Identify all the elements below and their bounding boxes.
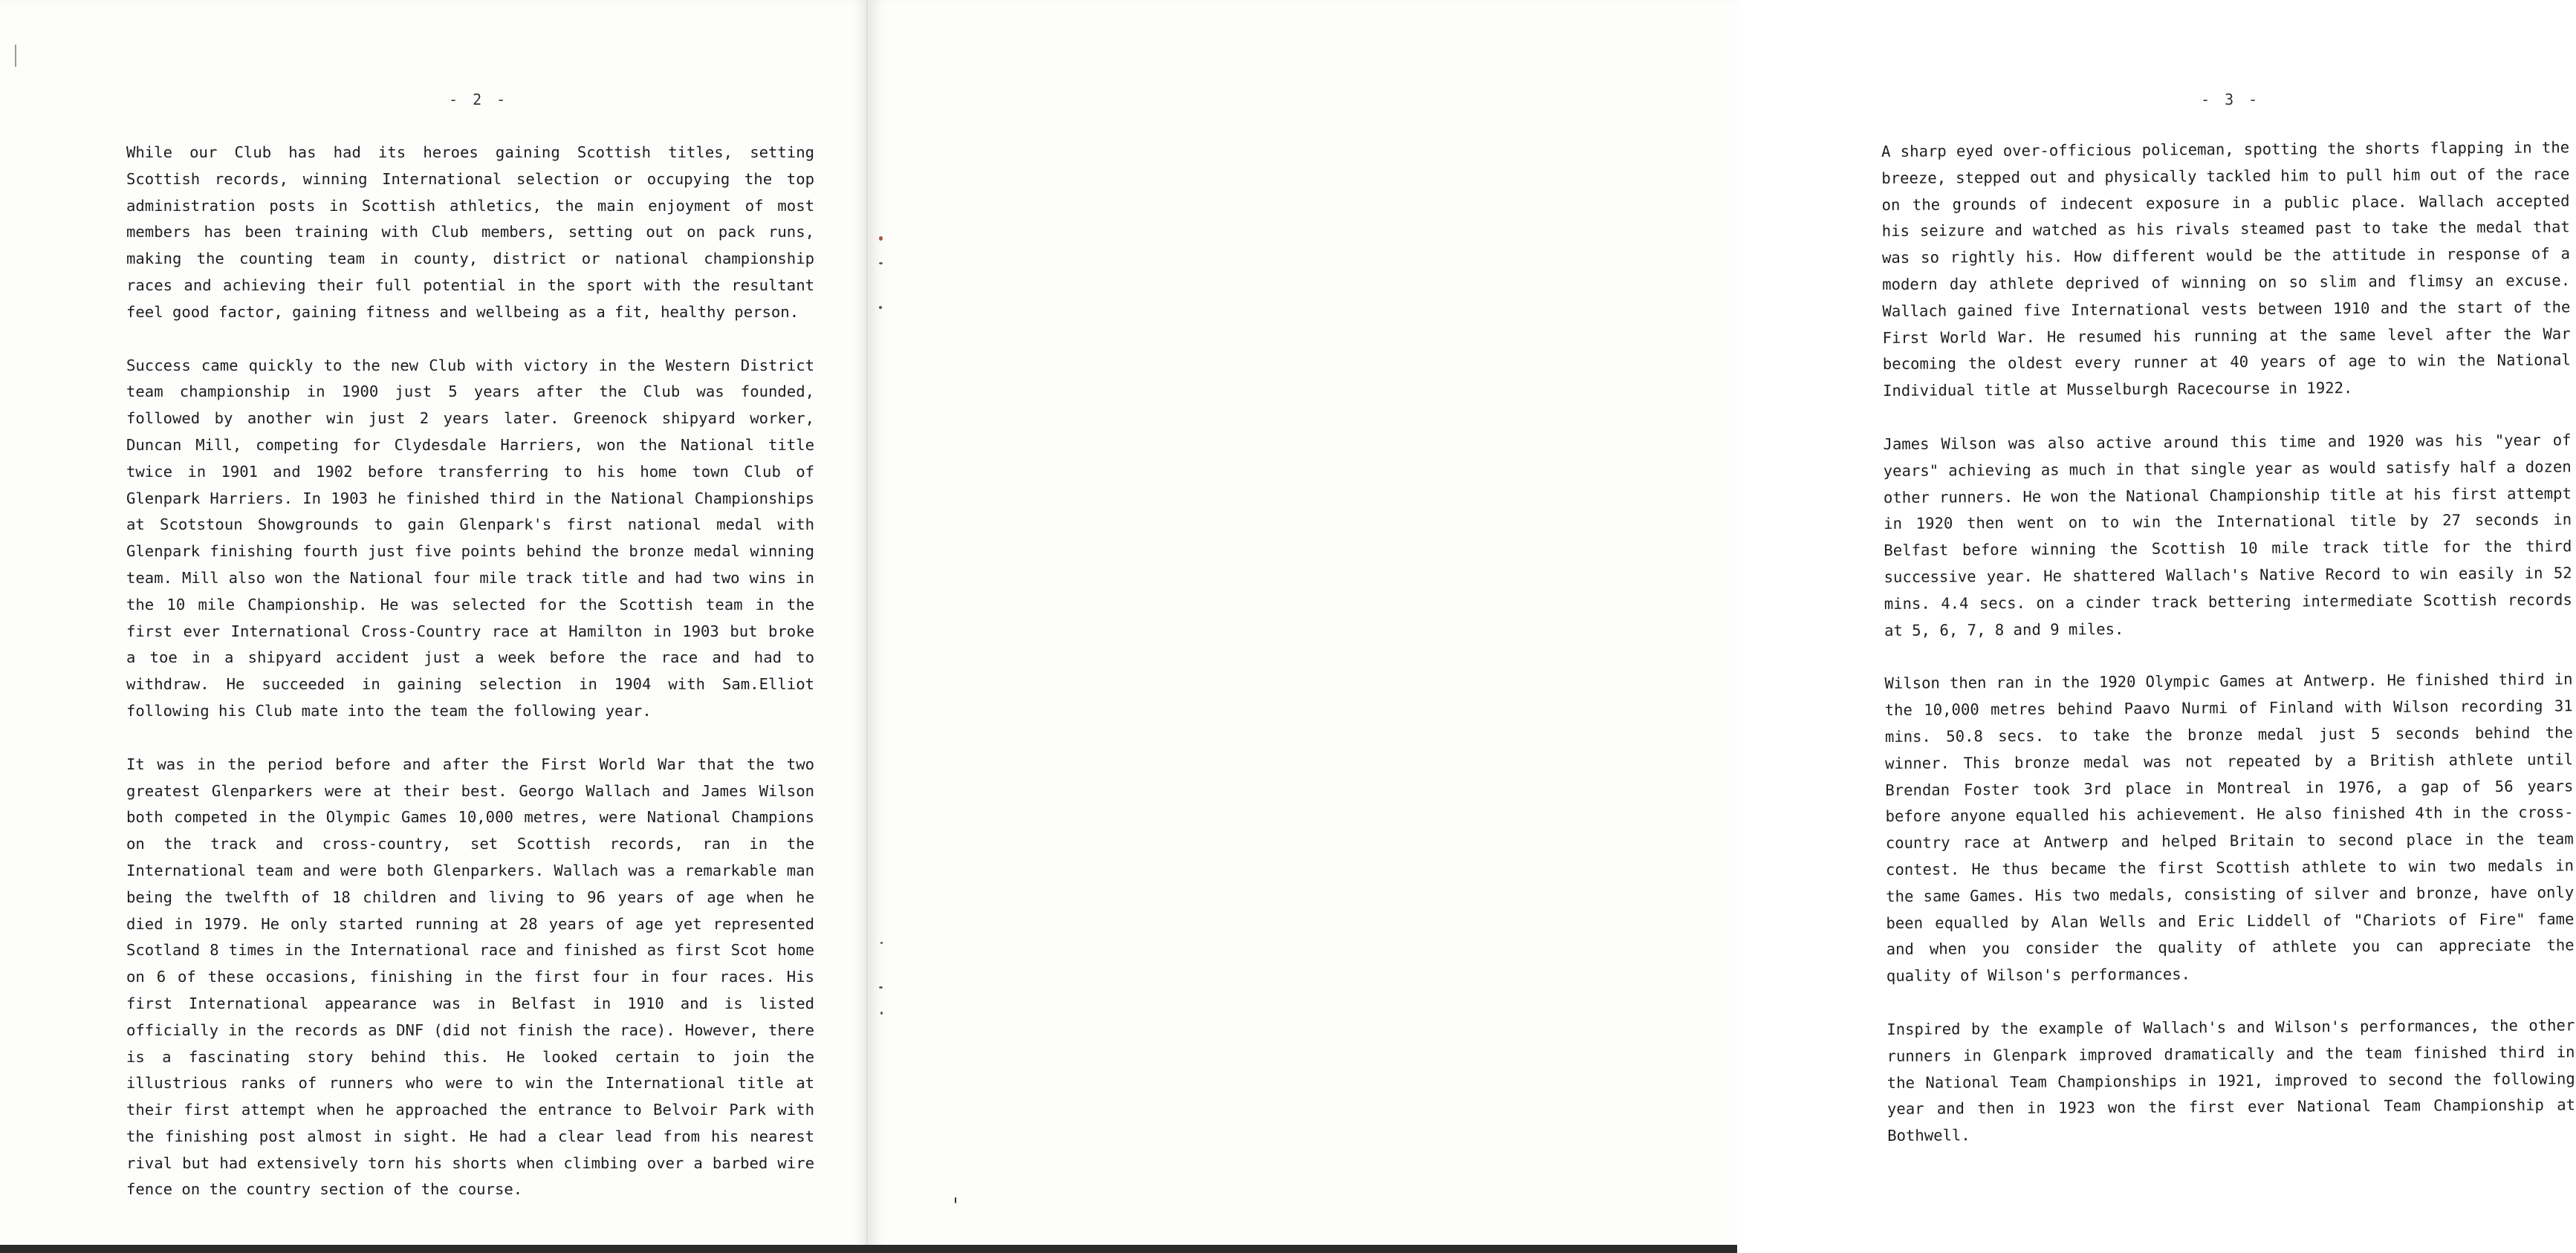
paragraph: It was in the period before and after the First World War that the two greatest Glenparkers were at their best. Georgo Wallach and James Wilson both competed in the Olympic Games 10,000 metres, were National Champions on the track and cross-country, set Scottish records, ran in the International team and were both Glenparkers. Wallach was a remarkable man being the twelfth of 18 children and living to 96 years of age when he died in 1979. He only started running at 28 years of age yet represented Scotland 8 times in the International race and finished as first Scot home on 6 of these occasions, finishing in the first four in four races. His first International appearance was in Belfast in 1910 and is listed officially in the records as DNF (did not finish the race). However, there is a fascinating story behind this. He looked certain to join the illustrious ranks of runners who were to win the International title at their first attempt when he approached the entrance to Belvoir Park with the finishing post almost in sight. He had a clear lead from his nearest rival but had extensively torn his shorts when climbing over a barbed wire fence on the country section of the course. <box>126 755 814 1199</box>
scan-edge-mark <box>15 45 16 67</box>
binding-hole-mark <box>879 986 883 989</box>
scan-speck <box>955 1197 956 1203</box>
paragraph: Success came quickly to the new Club with victory in the Western District team championship in 1900 just 5 years after the Club was founded, followed by another win just 2 years later. Greenock shipyard worker, Duncan Mill, competing for Clydesdale Harriers, won the National title twice in 1901 and 1902 before transferring to his home town Club of Glenpark Harriers. In 1903 he finished third in the National Championships at Scotstoun Showgrounds to gain Glenpark's first national medal with Glenpark finishing fourth just five points behind the bronze medal winning team. Mill also won the National four mile track title and had two wins in the 10 mile Championship. He was selected for the Scottish team in the first ever International Cross-Country race at Hamilton in 1903 but broke a toe in a shipyard accident just a week before the race and had to withdraw. He succeeded in gaining selection in 1904 with Sam.Elliot following his Club mate into the team the following year. <box>126 356 814 720</box>
paragraph: Inspired by the example of Wallach's and Wilson's performances, the other runners in Glenpark improved dramatically and the team finished third in the National Team Championships in 1921, improved to second the following year and then in 1923 won the first ever National Team Championship at Bothwell. <box>1886 1016 2576 1145</box>
binding-hole-mark <box>880 1012 883 1015</box>
page-number: - 3 - <box>2201 91 2261 108</box>
left-page <box>0 0 868 1253</box>
page-number: - 2 - <box>449 91 509 108</box>
binding-hole-mark <box>879 262 883 264</box>
binding-hole-mark <box>879 236 883 241</box>
binding-hole-mark <box>880 942 883 944</box>
right-page-text <box>1881 134 2576 1176</box>
paragraph: James Wilson was also active around this time and 1920 was his "year of years" achieving as much in that single year as would satisfy half a dozen other runners. He won the National Championship title at his first attempt in 1920 then went on to win the International title by 27 seconds in Belfast before winning the Scottish 10 mile track title for the third successive year. He shattered Wallach's Native Record to win easily in 52 mins. 4.4 secs. on a cinder track bettering intermediate Scottish records at 5, 6, 7, 8 and 9 miles. <box>1883 431 2572 639</box>
paragraph: Wilson then ran in the 1920 Olympic Games at Antwerp. He finished third in the 10,000 metres behind Paavo Nurmi of Finland with Wilson recording 31 mins. 50.8 secs. to take the bronze medal just 5 seconds behind the winner. This bronze medal was not repeated by a British athlete until Brendan Foster took 3rd place in Montreal in 1976, a gap of 56 years before anyone equalled his achievement. He also finished 4th in the cross-country race at Antwerp and helped Britain to second place in the team contest. He thus became the first Scottish athlete to win two medals in the same Games. His two medals, consisting of silver and bronze, have only been equalled by Alan Wells and Eric Liddell of "Chariots of Fire" fame and when you consider the quality of athlete you can appreciate the quality of Wilson's performances. <box>1884 670 2575 986</box>
scan-bottom-edge <box>0 1245 1737 1253</box>
paragraph: While our Club has had its heroes gaining Scottish titles, setting Scottish records, winning International selection or occupying the top administration posts in Scottish athletics, the main enjoyment of most members has been training with Club members, setting out on pack runs, making the counting team in county, district or national championship races and achieving their full potential in the sport with the resultant feel good factor, gaining fitness and wellbeing as a fit, healthy person. <box>126 143 814 321</box>
binding-hole-mark <box>879 306 882 309</box>
right-page <box>871 0 2576 1253</box>
paragraph: A sharp eyed over-officious policeman, spotting the shorts flapping in the breeze, stepped out and physically tackled him to pull him out of the race on the grounds of indecent exposure in a public place. Wallach accepted his seizure and watched as his rivals steamed past to take the medal that was so rightly his. How different would be the attitude in response of a modern day athlete deprived of winning on so slim and flimsy an excuse. Wallach gained five International vests between 1910 and the start of the First World War. He resumed his running at the same level after the War becoming the oldest every runner at 40 years of age to win the National Individual title at Musselburgh Racecourse in 1922. <box>1881 138 2571 400</box>
left-page-text <box>126 140 814 1230</box>
